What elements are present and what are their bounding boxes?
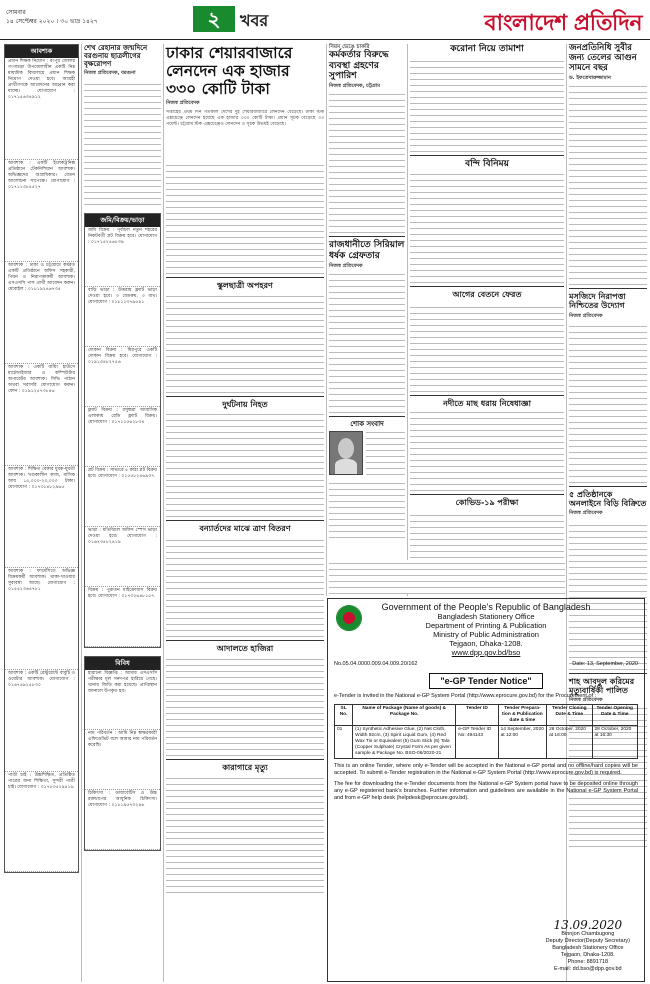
classified-item: প্লট বিক্রয় : সাভারে ৫ কাঠা প্লট বিক্রয় হবে। যোগাযোগ : ০১৫৫৮২৪৬৯৩৭: [85, 467, 160, 527]
classified-item: আবশ্যক : ফার্মেসিতে অভিজ্ঞ বিক্রয়কর্মী আবশ্যক। থাকা-খাওয়ার সুব্যবস্থা আছে। যোগাযোগ : ০১৫৫২৩৬৪৭৮১: [5, 568, 78, 670]
date-line: সোমবার ১৪ সেপ্টেম্বর ২০২০ । ৩০ ভাদ্র ১৪২৭: [6, 9, 98, 25]
column-rule: [326, 44, 327, 596]
classified-item: নাম পরিবর্তন : আমি নিম্ন স্বাক্ষরকারী এফিডেভিট বলে আমার নাম পরিবর্তন করেছি।: [85, 730, 160, 790]
tender-note: This is an online Tender, where only e-Tender will be accepted in the National e-GP portal and no offline/hard copies will be accepted. To submit e-Tender registration in the National e-GP System Portal (http://www.eprocure.gov.bd) is required.: [334, 763, 638, 776]
classified-item: আবশ্যক : শিক্ষিত বেকার যুবক-যুবতী আবশ্যক। খণ্ডকালীন কাজ, মাসিক আয় ১৫,০০০-২০,০০০ টাকা। যোগাযোগ : ০১৭৩১৪৮২৯৬৫: [5, 466, 78, 568]
story-headline: আদালতে হাজিরা: [216, 643, 274, 653]
classified-item: ভাড়া : মতিঝিলে অফিস স্পেস ভাড়া দেওয়া হবে। যোগাযোগ : ০১৬৭৩৫৮২৪১৯: [85, 527, 160, 587]
body-text-block: [329, 93, 405, 233]
obituary-photo: [329, 431, 363, 475]
column-two: [84, 44, 161, 979]
signer-phone: Phone: 8891718: [567, 959, 608, 965]
classified-item: আবশ্যক : ঢাকা ও চট্টগ্রামে কর্মরত একটি প্রতিষ্ঠানে অফিস সহকারী, পিয়ন ও নিরাপত্তাকর্মী আবশ্যক। এসএসসি পাস প্রার্থী আবেদন করুন। মোবাইল : ০১৮১৯২৪৬৭৩৫: [5, 262, 78, 364]
classified-item: ফ্ল্যাট বিক্রয় : বসুন্ধরা আবাসিক এলাকায় রেডি ফ্ল্যাট বিক্রয়। যোগাযোগ : ০১৭১১৫৬২৮৩৪: [85, 407, 160, 467]
story-headline: শেখ রেহানার জন্মদিনে বরগুনায় ছাত্রলীগের বৃক্ষরোপণ: [84, 44, 148, 69]
tender-government: Government of the People's Republic of Bangladesh: [381, 602, 591, 612]
signer-title: Deputy Director(Deputy Secretary): [545, 938, 630, 944]
classified-item: বিক্রয় : পুরাতন মাইক্রোবাস বিক্রয় হবে। যোগাযোগ : ০১৭৩২৬৪৮১৫৭: [85, 587, 160, 647]
classified-item: আবশ্যক : একটি রেস্টুরেন্টে বাবুর্চি ও ওয়েটার আবশ্যক। যোগাযোগ : ০১৬৭৪৯২৫৮৩০: [5, 670, 78, 772]
section-divider: [410, 155, 564, 156]
lead-headline: ঢাকার শেয়ারবাজারে লেনদেন এক হাজার ৩৩০ কোটি টাকা: [166, 44, 293, 98]
story-byline: নিজস্ব প্রতিবেদক: [569, 697, 603, 704]
story-headline: রাজধানীতে সিরিয়াল ধর্ষক গ্রেফতার: [329, 240, 405, 261]
masthead: [0, 0, 650, 40]
classifieds-heading: আবশ্যক: [5, 45, 78, 58]
body-text-block: [84, 80, 161, 205]
section-divider: [410, 395, 564, 396]
tender-title: "e-GP Tender Notice": [334, 671, 638, 689]
body-text-block: [329, 478, 405, 538]
story-byline: নিজস্ব প্রতিবেদক, চট্টগ্রাম: [329, 83, 380, 90]
section-divider: [410, 494, 564, 495]
classified-item: আবশ্যক : একটি বায়িং হাউসে মার্চেন্ডাইজার ও কম্পিউটার অপারেটর আবশ্যক। সিভি পাঠান অথবা সরাসরি যোগাযোগ করুন। ফোন : ০১৯১২৫৭৩৮৪৬: [5, 364, 78, 466]
classifieds-column: [4, 44, 79, 979]
tender-note: The fee for downloading the e-Tender documents from the National e-GP System portal have to be deposited online through any e-GP registered bank's branches. Further information and guidelines are available in the National e-GP System Portal and from e-GP help desk (helpdesk@eprocure.gov.bd).: [334, 781, 638, 801]
story-headline: দুর্ঘটনায় নিহত: [222, 400, 268, 410]
body-text-block: [166, 656, 324, 756]
body-text-block: [329, 560, 565, 594]
story-byline: নিজস্ব প্রতিবেদক: [569, 510, 603, 517]
table-cell: (1) Synthetic Adhesive Glue, (2) Net Cloth, Width 92cm, (3) Spirit Liquid Gum, (4) Red Wax Tin or Equivalent (5) Gum Stick (6) Tala (Copper Sulphate) Crystal Form As per given sample & Package No. BSO-06/2020-21: [353, 726, 456, 759]
classifieds-box: [84, 213, 161, 648]
section-divider: [166, 759, 324, 760]
section-divider: [166, 640, 324, 641]
table-cell: e-GP Tender ID No: 494143: [456, 726, 498, 759]
column-header: Name of Package (Name of goods) & Package No.: [353, 705, 456, 726]
classifieds-heading: বিবিধ: [85, 657, 160, 670]
newspaper-logo: বাংলাদেশ প্রতিদিন: [484, 10, 642, 36]
body-text-block: [166, 412, 324, 517]
tender-department: Department of Printing & Publication: [425, 621, 547, 630]
story-byline: নিজস্ব প্রতিবেদক: [569, 312, 603, 319]
body-text-block: [166, 162, 324, 274]
column-header: Tender Prepara-tion & Publication date & time: [498, 705, 546, 726]
tender-memo-number: No.05.04.0000.009.04.009.20/162: [334, 661, 418, 667]
classified-item: দোকান বিক্রয় : মিরপুরে একটি দোকান বিক্রয় হবে। যোগাযোগ : ০১৯১৩৪৮২৭৫৬: [85, 347, 160, 407]
story-headline: আগের বেতনে ফেরত: [452, 289, 522, 299]
tender-office: Bangladesh Stationery Office: [437, 612, 535, 621]
story-headline: বন্দি বিনিময়: [465, 159, 509, 170]
classified-item: প্রধান শিক্ষক নিয়োগ : রংপুর জেলার গংগাচড়া উপজেলাধীন একটি নিম্ন মাধ্যমিক বিদ্যালয়ে প্রধান শিক্ষক নিয়োগ দেওয়া হবে। আগ্রহী প্রার্থীগণকে আবেদনের আহ্বান করা যাচ্ছে। যোগাযোগ : ০১৭১৫৬৩৪৯১২: [5, 58, 78, 160]
body-text-block: [569, 85, 647, 285]
signer-email: E-mail: dd.bso@dpp.gov.bd: [554, 966, 622, 972]
tender-address: Tejgaon, Dhaka-1208.: [449, 639, 523, 648]
body-text-block: [166, 775, 324, 893]
story-byline: ড. ইফতেখারুজ্জামান: [569, 75, 611, 82]
tender-notice: [327, 598, 645, 982]
classified-item: বাড়ি ভাড়া : উত্তরায় ফ্ল্যাট ভাড়া দেওয়া হবে। ৩ বেডরুম, ৩ বাথ। যোগাযোগ : ০১৮১২৩৭৬৫৪১: [85, 287, 160, 347]
page-number-badge: ২: [193, 6, 235, 32]
column-header: Tender Closing Date & Time: [547, 705, 592, 726]
story-headline: কর্মকর্তার বিরুদ্ধে ব্যবস্থা গ্রহণের সুপারিশ: [329, 50, 389, 81]
section-divider: [166, 277, 324, 278]
body-text-block: [366, 431, 405, 475]
signer-office: Bangladesh Stationery Office: [552, 945, 624, 951]
body-text-block: [166, 293, 324, 393]
table-cell: 01: [335, 726, 353, 759]
classified-item: জমি বিক্রয় : পূর্বাচল নতুন শহরের নিকটবর্তী প্লট বিক্রয় হবে। যোগাযোগ : ০১৭১৫২৪৬৮৩৯: [85, 227, 160, 287]
signer-name: Binnjon Chambugong: [561, 931, 615, 937]
story-body: সপ্তাহের প্রথম দিন গতকাল দেশের দুই শেয়ারবাজারে লেনদেন বেড়েছে। ঢাকা স্টক এক্সচেঞ্জে লেনদেন হয়েছে এক হাজার ৩৩০ কোটি টাকা। প্রধান সূচক বেড়েছে ৩৩ পয়েন্ট। চট্টগ্রাম স্টক এক্সচেঞ্জেও লেনদেন ও সূচক উভয়ই বেড়েছে।: [166, 110, 324, 127]
body-text-block: [410, 57, 564, 152]
column-header: Tender ID: [456, 705, 498, 726]
classified-item: চিকিৎসা : ডায়াবেটিস ও উচ্চ রক্তচাপের আধুনিক চিকিৎসা। যোগাযোগ : ০১৮১৯৫৭৩২৪৬: [85, 790, 160, 850]
story-kicker: নিয়ম ভেঙে চাকরি: [329, 44, 370, 50]
section-divider: [166, 520, 324, 521]
column-header: SL No.: [335, 705, 353, 726]
story-byline: নিজস্ব প্রতিবেদক: [329, 263, 363, 270]
column-rule: [81, 44, 82, 982]
story-headline: কারাগারে মৃত্যু: [222, 762, 268, 772]
tender-reference-line: [334, 661, 638, 667]
classified-item: পাত্রী চাই : উচ্চশিক্ষিত, প্রতিষ্ঠিত পাত্রের জন্য শিক্ষিতা, সুন্দরী পাত্রী চাই। যোগাযোগ : ০১৭৮৩৫২৯৪১৬: [5, 772, 78, 872]
signer-address: Tejgaon, Dhaka-1208.: [560, 952, 615, 958]
tender-intro: e-Tender is invited in the National e-GP System Portal (http://www.eprocure.gov.bd) for the Procurement of :: [334, 693, 597, 699]
tender-website: www.dpp.gov.bd/bso: [451, 648, 521, 657]
column-header: Tender Opening Date & Time: [592, 705, 637, 726]
table-header-row: [335, 705, 638, 726]
body-text-block: [410, 173, 564, 283]
story-headline: জনপ্রতিনিধি সুবীর জন্য তেলের আগুন সামনে বছর: [569, 43, 637, 73]
story-headline: মসজিদে নিরাপত্তা নিশ্চিতের উদ্যোগ: [569, 292, 626, 311]
government-seal-icon: [336, 605, 362, 631]
column-rule: [163, 44, 164, 982]
section-divider: [569, 288, 647, 289]
section-divider: [569, 486, 647, 487]
section-divider: [410, 286, 564, 287]
table-cell: 14 September, 2020 at 12:00: [498, 726, 546, 759]
story-headline: স্কুলছাত্রী অপহরণ: [217, 281, 273, 290]
story-headline: বন্যার্তদের মাঝে ত্রাণ বিতরণ: [199, 524, 291, 534]
table-row: [335, 726, 638, 759]
story-byline: নিজস্ব প্রতিবেদক: [166, 100, 200, 106]
tender-signature-block: [545, 918, 630, 973]
tender-top-strip: [329, 560, 565, 594]
body-text-block: [410, 302, 564, 392]
story-headline: ৫ প্রতিষ্ঠানকে অনলাইনে বিড়ি বিক্রিতে: [569, 489, 647, 508]
section-divider: [329, 416, 405, 417]
column-six: [410, 44, 564, 596]
story-headline: শোক সংবাদ: [350, 420, 384, 429]
story-headline: করোনা নিয়ে তামাশা: [450, 44, 524, 54]
tender-table: [334, 704, 638, 759]
tender-date: Date: 13, September, 2020: [572, 661, 638, 667]
story-byline: নিজস্ব প্রতিবেদক, বরগুনা: [84, 70, 136, 77]
section-divider: [166, 396, 324, 397]
signature-date: 13.09.2020: [553, 918, 623, 932]
story-headline: শাহ আবদুল করিমের মৃত্যুবার্ষিকী পালিত: [569, 677, 635, 696]
story-headline: নদীতে মাছ ধরায় নিষেধাজ্ঞা: [443, 398, 531, 408]
lead-story-column: [166, 44, 324, 979]
body-text-block: [329, 273, 405, 413]
classifieds-box: [84, 656, 161, 851]
table-cell: 28 October, 2020 at 16:30: [592, 726, 637, 759]
classified-item: আবশ্যক : একটি ইলেকট্রনিক্স প্রতিষ্ঠানে টেকনিশিয়ান আবশ্যক। অভিজ্ঞদের অগ্রাধিকার। বেতন আলোচনা সাপেক্ষে। যোগাযোগ : ০১৭১১৩৮৪৫২৭: [5, 160, 78, 262]
section-title: খবর: [240, 11, 269, 30]
body-text-block: [569, 323, 647, 483]
section-divider: [329, 236, 405, 237]
column-five: [329, 44, 405, 596]
body-text-block: [166, 537, 324, 637]
story-headline: কোভিড-১৯ পরীক্ষা: [455, 498, 519, 508]
table-cell: 28 October, 2020 at 16:00: [547, 726, 592, 759]
tender-ministry: Ministry of Public Administration: [433, 630, 539, 639]
classifieds-box: [4, 44, 79, 873]
column-rule: [407, 44, 408, 596]
classified-item: হারানো বিজ্ঞপ্তি : আমার এসএসসি পরীক্ষার মূল সনদপত্র হারিয়ে গেছে। থানায় জিডি করা হয়েছে। প্রাপ্তিস্থান জানালে উপকৃত হব।: [85, 670, 160, 730]
body-text-block: [410, 411, 564, 491]
classifieds-heading: জমি/বিক্রয়/ভাড়া: [85, 214, 160, 227]
